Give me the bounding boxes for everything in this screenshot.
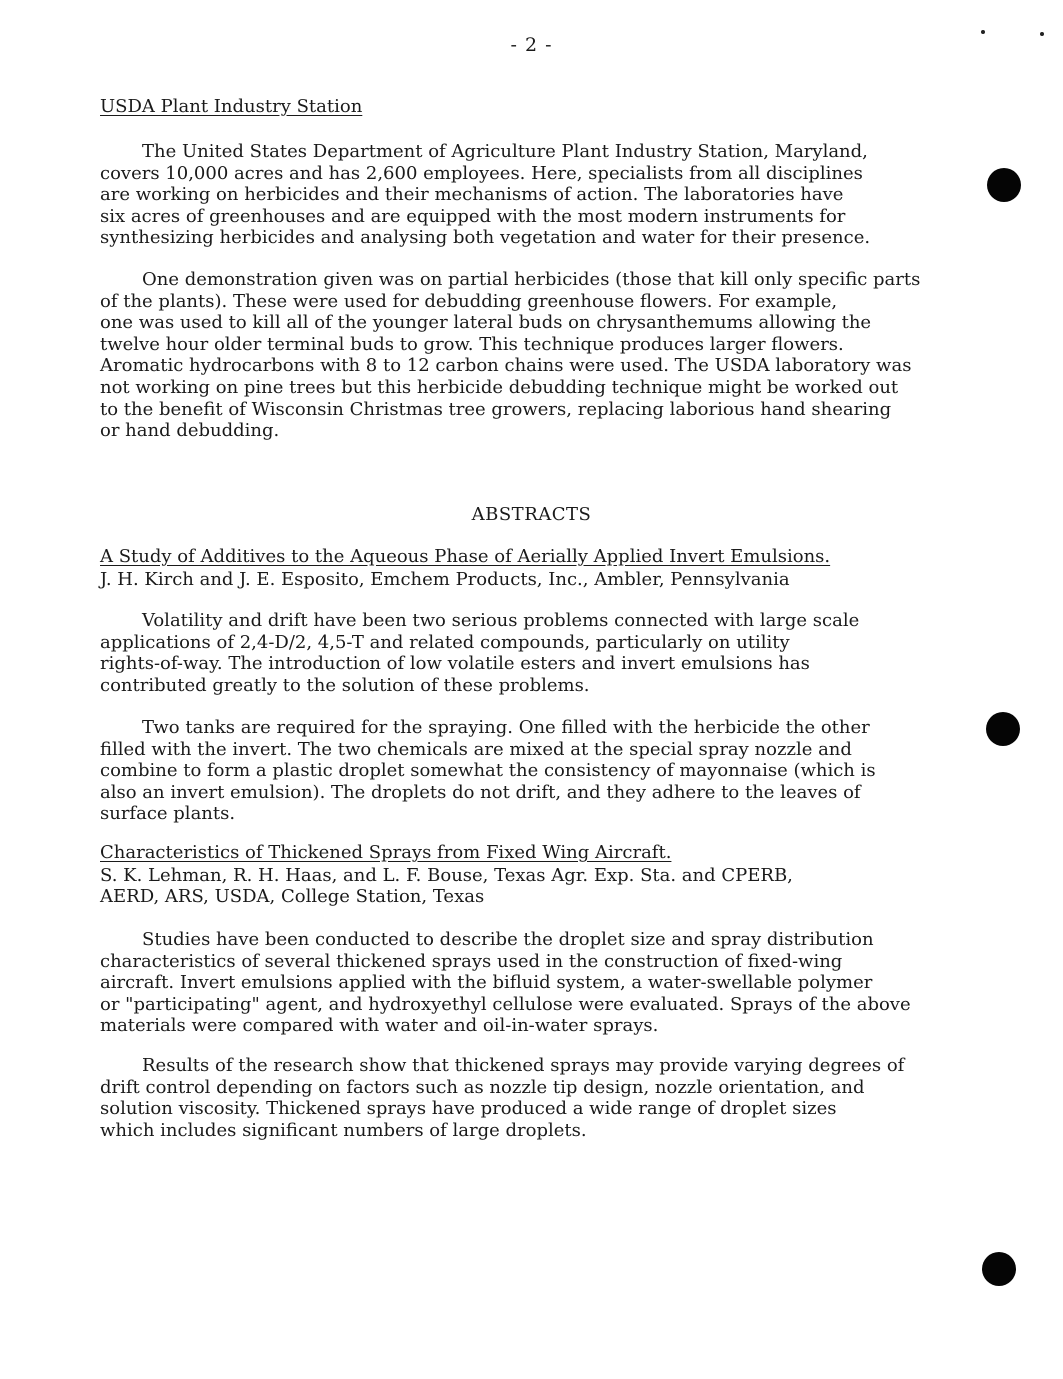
- text-line: materials were compared with water and oil-in-water sprays.: [100, 1015, 659, 1037]
- abstract-1-paragraph-1: [100, 610, 960, 696]
- text-line: to the benefit of Wisconsin Christmas tree growers, replacing laborious hand shearing: [100, 398, 892, 420]
- text-line: applications of 2,4-D/2, 4,5-T and related compounds, particularly on utility: [100, 631, 790, 653]
- abstract-2-paragraph-2: [100, 1055, 960, 1141]
- text-line: combine to form a plastic droplet somewhat the consistency of mayonnaise (which is: [100, 760, 876, 782]
- abstract-1-title: A Study of Additives to the Aqueous Phase of Aerially Applied Invert Emulsions.: [100, 546, 831, 567]
- text-line: which includes significant numbers of large droplets.: [100, 1119, 587, 1141]
- abstract-2-paragraph-1: [100, 929, 960, 1037]
- abstracts-title: ABSTRACTS: [471, 504, 592, 525]
- text-line: solution viscosity. Thickened sprays have produced a wide range of droplet sizes: [100, 1098, 837, 1120]
- text-line: or hand debudding.: [100, 420, 280, 442]
- text-line: synthesizing herbicides and analysing both vegetation and water for their presence.: [100, 227, 871, 249]
- abstract-2-byline-2: AERD, ARS, USDA, College Station, Texas: [100, 886, 485, 907]
- text-line: Studies have been conducted to describe the droplet size and spray distribution: [142, 929, 874, 950]
- text-line: covers 10,000 acres and has 2,600 employees. Here, specialists from all disciplines: [100, 162, 863, 184]
- text-line: one was used to kill all of the younger lateral buds on chrysanthemums allowing the: [100, 312, 872, 334]
- text-line: also an invert emulsion). The droplets do not drift, and they adhere to the leaves of: [100, 781, 861, 803]
- text-line: or "participating" agent, and hydroxyethyl cellulose were evaluated. Sprays of the above: [100, 993, 911, 1015]
- usda-paragraph-1: [100, 141, 960, 249]
- section-heading-usda: USDA Plant Industry Station: [100, 96, 363, 117]
- usda-paragraph-2: [100, 269, 960, 442]
- text-line: surface plants.: [100, 803, 236, 825]
- text-line: twelve hour older terminal buds to grow. This technique produces larger flowers.: [100, 333, 844, 355]
- text-line: One demonstration given was on partial herbicides (those that kill only specific parts: [142, 269, 921, 290]
- abstract-2-title: Characteristics of Thickened Sprays from Fixed Wing Aircraft.: [100, 842, 672, 863]
- text-line: not working on pine trees but this herbicide debudding technique might be worked out: [100, 376, 899, 398]
- text-line: Results of the research show that thickened sprays may provide varying degrees of: [142, 1055, 905, 1076]
- abstract-1-byline: J. H. Kirch and J. E. Esposito, Emchem Products, Inc., Ambler, Pennsylvania: [100, 569, 790, 590]
- text-line: Two tanks are required for the spraying. One filled with the herbicide the other: [142, 717, 870, 738]
- abstract-2-byline-1: S. K. Lehman, R. H. Haas, and L. F. Bouse, Texas Agr. Exp. Sta. and CPERB,: [100, 865, 793, 886]
- text-line: contributed greatly to the solution of these problems.: [100, 674, 590, 696]
- text-line: six acres of greenhouses and are equipped with the most modern instruments for: [100, 205, 846, 227]
- punch-hole-icon: [987, 168, 1021, 202]
- text-line: Aromatic hydrocarbons with 8 to 12 carbon chains were used. The USDA laboratory was: [100, 355, 912, 377]
- text-line: drift control depending on factors such as nozzle tip design, nozzle orientation, and: [100, 1076, 865, 1098]
- text-line: are working on herbicides and their mechanisms of action. The laboratories have: [100, 184, 844, 206]
- text-line: rights-of-way. The introduction of low volatile esters and invert emulsions has: [100, 653, 810, 675]
- text-line: filled with the invert. The two chemicals are mixed at the special spray nozzle and: [100, 738, 852, 760]
- page-number: - 2 -: [510, 34, 553, 56]
- text-line: aircraft. Invert emulsions applied with the bifluid system, a water-swellable polymer: [100, 972, 873, 994]
- text-line: The United States Department of Agriculture Plant Industry Station, Maryland,: [142, 141, 868, 162]
- abstract-1-paragraph-2: [100, 717, 960, 825]
- scan-speck-icon: [981, 30, 985, 34]
- punch-hole-icon: [986, 712, 1020, 746]
- scan-speck-icon: [1040, 32, 1044, 36]
- text-line: Volatility and drift have been two serious problems connected with large scale: [142, 610, 860, 631]
- text-line: characteristics of several thickened sprays used in the construction of fixed-wing: [100, 950, 843, 972]
- text-line: of the plants). These were used for debudding greenhouse flowers. For example,: [100, 290, 838, 312]
- punch-hole-icon: [982, 1252, 1016, 1286]
